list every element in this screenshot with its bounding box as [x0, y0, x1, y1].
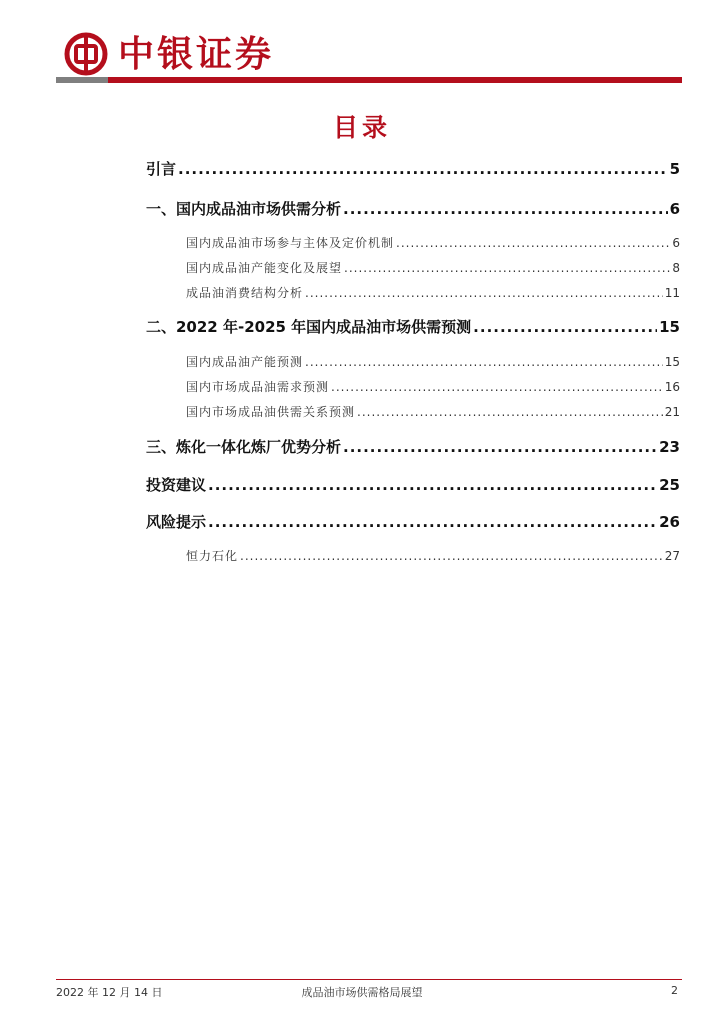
- header-rule-red: [108, 77, 682, 83]
- toc-entry[interactable]: [146, 158, 680, 179]
- toc-entry[interactable]: [146, 474, 680, 495]
- toc-leader: [305, 286, 663, 300]
- toc-entry-page: 11: [664, 286, 680, 300]
- toc-entry-label: 国内成品油市场参与主体及定价机制: [186, 236, 395, 250]
- toc-leader: [343, 200, 668, 218]
- toc-leader: [343, 438, 657, 456]
- toc-subentry[interactable]: [186, 378, 680, 395]
- footer-page-number: 2: [671, 984, 678, 997]
- toc-entry[interactable]: [146, 436, 680, 457]
- page-header: [56, 24, 682, 84]
- bank-of-china-logo-icon: [64, 32, 108, 76]
- toc-entry-label: 一、国内成品油市场供需分析: [146, 200, 342, 218]
- toc-entry-page: 15: [659, 318, 680, 336]
- toc-leader: [473, 318, 657, 336]
- toc-leader: [305, 355, 663, 369]
- toc-leader: [331, 380, 663, 394]
- toc-entry-page: 16: [664, 380, 680, 394]
- toc-leader: [344, 261, 670, 275]
- toc-entry-page: 27: [664, 549, 680, 563]
- toc-entry-label: 三、炼化一体化炼厂优势分析: [146, 438, 342, 456]
- toc-subentry[interactable]: [186, 259, 680, 276]
- toc-entry-label: 成品油消费结构分析: [186, 286, 304, 300]
- toc-title: 目录: [332, 113, 391, 142]
- toc-entry-label: 风险提示: [146, 513, 207, 531]
- toc-entry[interactable]: [146, 316, 680, 337]
- toc-leader: [178, 160, 668, 178]
- toc-leader: [208, 513, 657, 531]
- toc-entry-page: 25: [659, 476, 680, 494]
- toc-entry-label: 投资建议: [146, 476, 207, 494]
- toc-entry-label: 二、2022 年-2025 年国内成品油市场供需预测: [146, 318, 472, 336]
- brand-name: 中银证券: [118, 33, 275, 75]
- toc-entry[interactable]: [146, 198, 680, 219]
- toc-entry-page: 8: [672, 261, 680, 275]
- toc-entry-page: 6: [672, 236, 680, 250]
- toc-entry-page: 23: [659, 438, 680, 456]
- toc-entry-label: 引言: [146, 160, 177, 178]
- toc-entry-label: 恒力石化: [186, 549, 239, 563]
- toc-leader: [240, 549, 663, 563]
- toc-entry-page: 6: [669, 200, 680, 218]
- toc-subentry[interactable]: [186, 284, 680, 301]
- toc-subentry[interactable]: [186, 234, 680, 251]
- toc-entry-label: 国内市场成品油供需关系预测: [186, 405, 356, 419]
- header-rule-gray: [56, 77, 108, 83]
- toc-subentry[interactable]: [186, 403, 680, 420]
- footer-date: 2022 年 12 月 14 日: [56, 986, 163, 999]
- toc-entry-page: 21: [664, 405, 680, 419]
- toc-entry-label: 国内成品油产能变化及展望: [186, 261, 343, 275]
- toc-entry-label: 国内市场成品油需求预测: [186, 380, 330, 394]
- toc-leader: [396, 236, 670, 250]
- toc-entry[interactable]: [146, 511, 680, 532]
- footer-doc-title: 成品油市场供需格局展望: [301, 986, 423, 999]
- toc-entry-label: 国内成品油产能预测: [186, 355, 304, 369]
- toc-leader: [357, 405, 663, 419]
- toc-entry-page: 5: [669, 160, 680, 178]
- footer-rule: [56, 979, 682, 980]
- toc-entry-page: 26: [659, 513, 680, 531]
- toc-subentry[interactable]: [186, 353, 680, 370]
- toc-leader: [208, 476, 657, 494]
- toc-entry-page: 15: [664, 355, 680, 369]
- toc-subentry[interactable]: [186, 547, 680, 564]
